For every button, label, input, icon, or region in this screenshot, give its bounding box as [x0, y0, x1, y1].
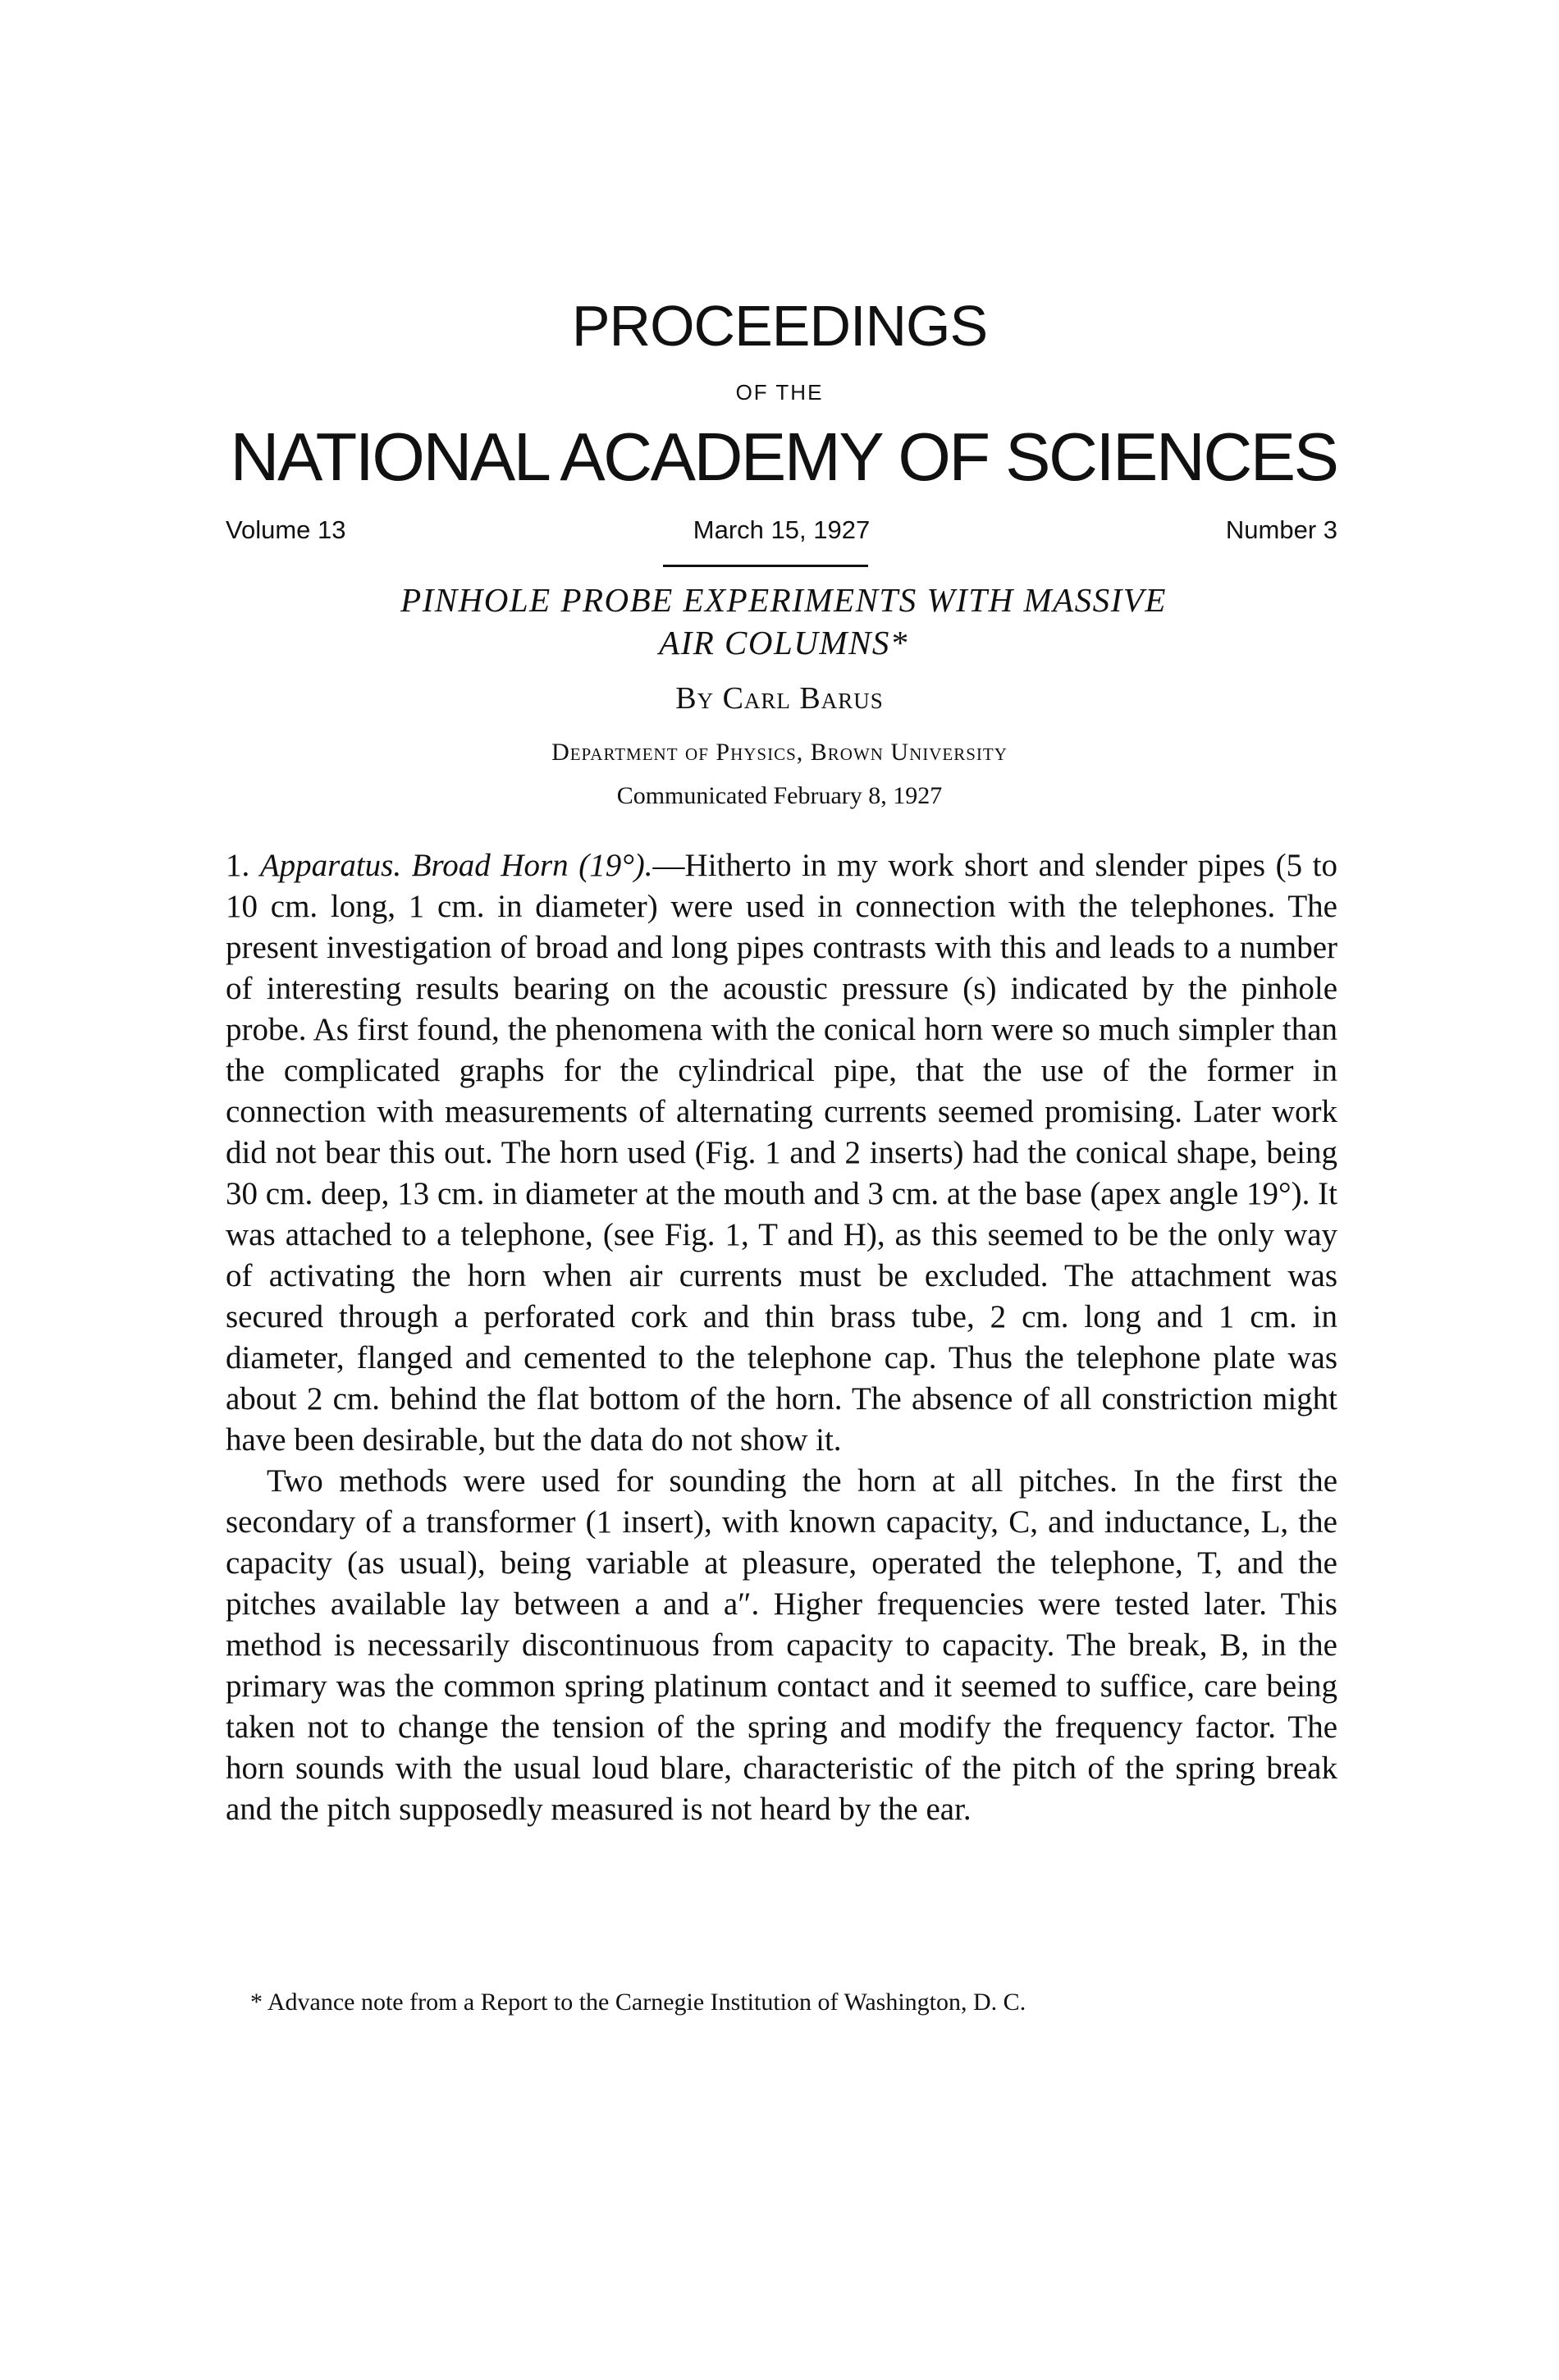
- section-heading: Apparatus.: [259, 848, 402, 883]
- footnote: * Advance note from a Report to the Carnegie Institution of Washington, D. C.: [250, 1989, 1026, 2016]
- section-number: 1.: [226, 848, 250, 883]
- paragraph-1-text: —Hitherto in my work short and slender pipes (5 to 10 cm. long, 1 cm. in diameter) were used in connection with the telephones. The present investigation of broad and long pipes contrasts with this and leads to a number of interesting results bearing on the acoustic pressure (s) indicated by the pinhole probe. As first found, the phenomena with the conical horn were so much simpler than the complicated graphs for the cylindrical pipe, that the use of the former in connection with measurements of alternating currents seemed promising. Later work did not bear this out. The horn used (Fig. 1 and 2 inserts) had the conical shape, being 30 cm. deep, 13 cm. in diameter at the mouth and 3 cm. at the base (apex angle 19°). It was attached to a telephone, (see Fig. 1, T and H), as this seemed to be the only way of activating the horn when air currents must be excluded. The attachment was secured through a perforated cork and thin brass tube, 2 cm. long and 1 cm. in diameter, flanged and cemented to the telephone cap. Thus the telephone plate was about 2 cm. behind the flat bottom of the horn. The absence of all constriction might have been desirable, but the data do not show it.: [226, 848, 1338, 1458]
- communicated-date: Communicated February 8, 1927: [616, 782, 943, 809]
- paper-title-line-2: AIR COLUMNS*: [659, 624, 908, 661]
- paper-title-line-1: PINHOLE PROBE EXPERIMENTS WITH MASSIVE: [400, 581, 1167, 619]
- masthead-of-the: OF THE: [735, 380, 824, 405]
- paragraph-2: Two methods were used for sounding the horn at all pitches. In the first the secondary of a transformer (1 insert), with known capacity, C, and inductance, L, the capacity (as usual), being variable at pleasure, operated the telephone, T, and the pitches available lay between a and a″. Higher frequencies were tested later. This method is necessarily discontinuous from capacity to capacity. The break, B, in the primary was the common spring platinum contact and it seemed to suffice, care being taken not to change the tension of the spring and modify the frequency factor. The horn sounds with the usual loud blare, characteristic of the pitch of the spring break and the pitch supposedly measured is not heard by the ear.: [226, 1463, 1337, 1827]
- volume-label: Volume 13: [226, 515, 346, 544]
- author-byline: By Carl Barus: [675, 681, 884, 716]
- section-subheading: Broad Horn (19°).: [411, 848, 653, 883]
- paragraph-1: [226, 845, 1337, 1461]
- paper-title: [222, 579, 1346, 664]
- article-body: [226, 845, 1337, 1830]
- masthead-academy-name: NATIONAL ACADEMY OF SCIENCES: [230, 419, 1337, 495]
- issue-number: Number 3: [1225, 515, 1337, 544]
- header-divider: [663, 565, 868, 567]
- issue-info-line: [226, 517, 1337, 550]
- issue-date: March 15, 1927: [693, 515, 871, 544]
- author-affiliation: Department of Physics, Brown University: [551, 739, 1008, 766]
- masthead-proceedings: PROCEEDINGS: [571, 294, 988, 358]
